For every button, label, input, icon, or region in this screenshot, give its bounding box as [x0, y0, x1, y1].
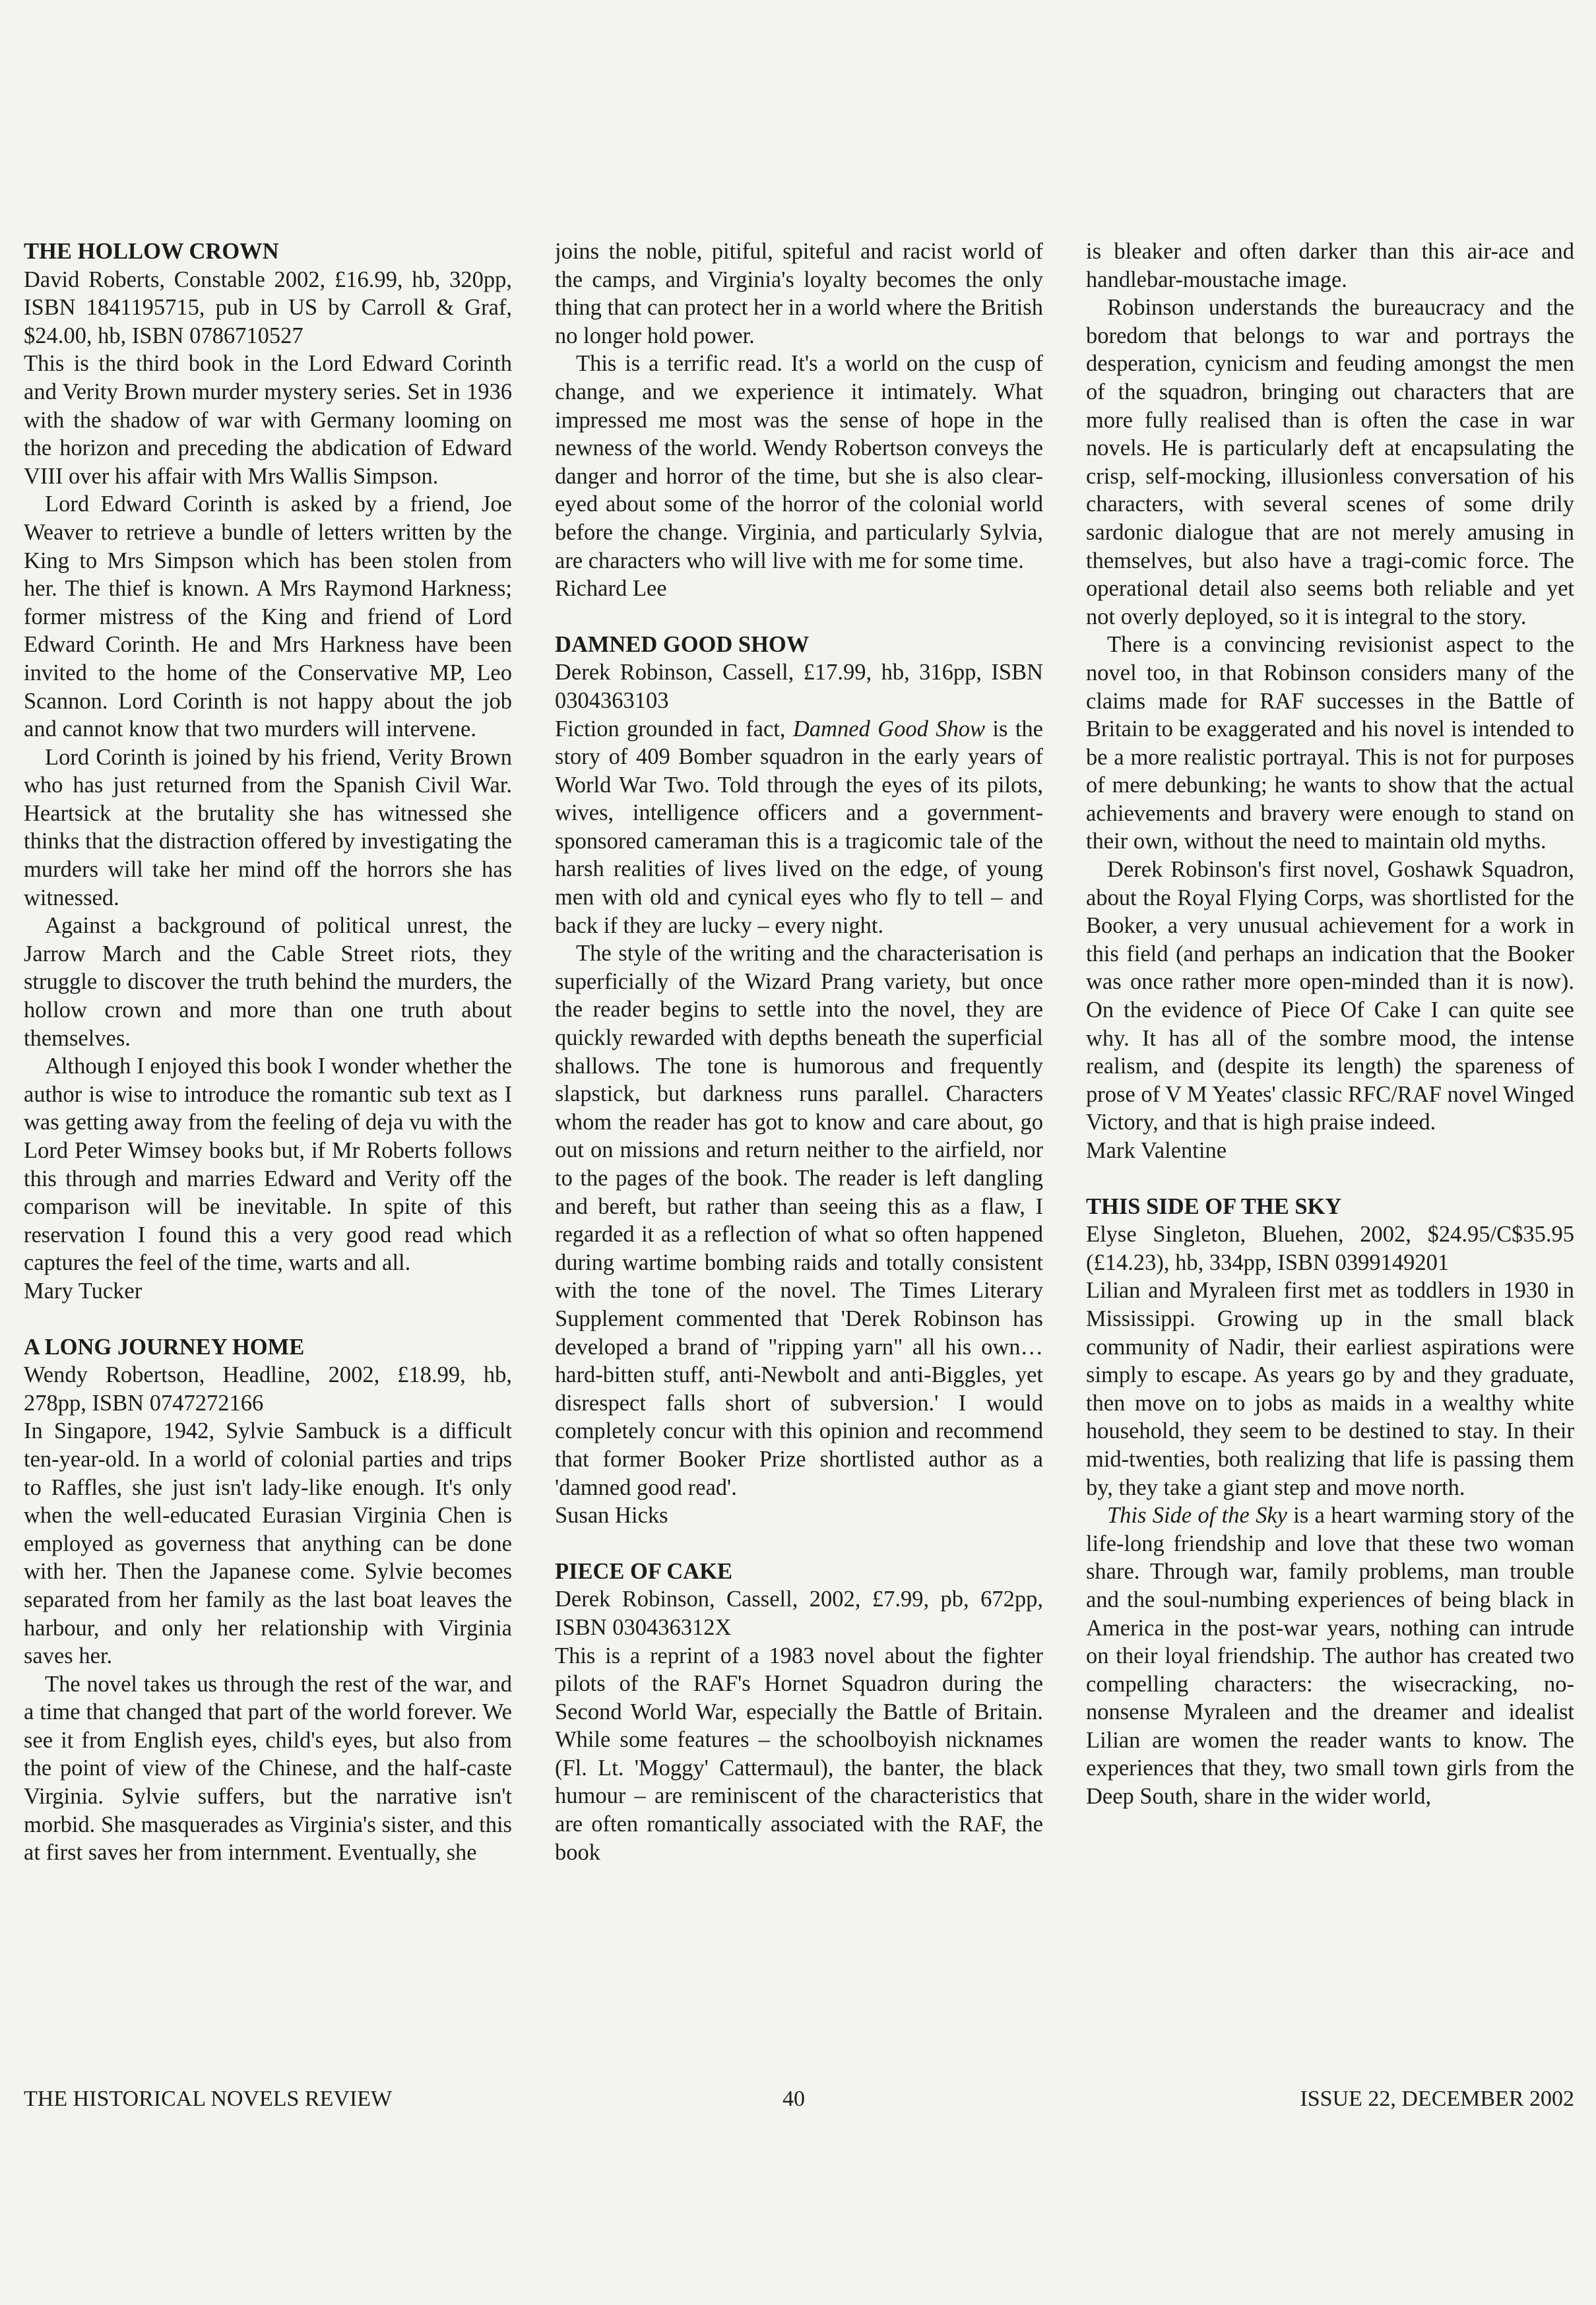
- review-paragraph: [1086, 1501, 1574, 1811]
- reviewer-name: Mark Valentine: [1086, 1138, 1227, 1163]
- review-paragraph: is bleaker and often darker than this air-ace and handlebar-moustache image.: [1086, 239, 1574, 292]
- review-paragraph: The novel takes us through the rest of the war, and a time that changed that part of the world forever. We see it from English eyes, child's eyes, but also from the point of view of the Chinese, and the half-caste Virginia. Sylvie suffers, but the narrative isn't morbid. She masquerades as Virginia's sister, and this at first saves her from internment. Eventually, she: [24, 1671, 512, 1866]
- review-paragraph: In Singapore, 1942, Sylvie Sambuck is a difficult ten-year-old. In a world of colonial parties and trips to Raffles, she just isn't lady-like enough. It's only when the well-educated Eurasian Virginia Chen is employed as governess that anything can be done with her. Then the Japanese come. Sylvie becomes separated from her family as the last boat leaves the harbour, and only her relationship with Virginia saves her.: [24, 1418, 512, 1669]
- review-paragraph: Derek Robinson's first novel, Goshawk Squadron, about the Royal Flying Corps, was shortlisted for the Booker, a very unusual achievement for a work in this field (and perhaps an indication that the Booker was once rather more open-minded than it is now). On the evidence of Piece Of Cake I can quite see why. It has all of the sombre mood, the intense realism, and (despite its length) the spareness of prose of V M Yeates' classic RFC/RAF novel Winged Victory, and that is high praise indeed.: [1086, 857, 1574, 1135]
- reviewer-name: Susan Hicks: [555, 1503, 668, 1529]
- text-run: is a heart warming story of the life-long friendship and love that these two woman share. Through war, family problems, man trouble and the soul-numbing experiences of being black in America in the post-war years, nothing can intrude on their loyal friendship. The author has created two compelling characters: the wisecracking, no-nonsense Myraleen and the dreamer and idealist Lilian are women the reader wants to know. The experiences that they, two small town girls from the Deep South, share in the wider world,: [1086, 1503, 1574, 1810]
- review-paragraph: Lord Corinth is joined by his friend, Verity Brown who has just returned from the Spanish Civil War. Heartsick at the brutality she has witnessed she thinks that the distraction offered by investigating the murders will take her mind off the horrors she has witnessed.: [24, 744, 512, 910]
- review-paragraph: This is the third book in the Lord Edward Corinth and Verity Brown murder mystery series. Set in 1936 with the shadow of war with Germany looming on the horizon and preceding the abdication of Edward VIII over his affair with Mrs Wallis Simpson.: [24, 351, 512, 489]
- text-run: is the story of 409 Bomber squadron in the early years of World War Two. Told through the eyes of its pilots, wives, intelligence officers and a government-sponsored cameraman this is a tragicomic tale of the harsh realities of lives lived on the edge, of young men with old and cynical eyes who fly to tell – and back if they are lucky – every night.: [555, 716, 1043, 938]
- review-paragraph: Lord Edward Corinth is asked by a friend, Joe Weaver to retrieve a bundle of letters written by the King to Mrs Simpson which has been stolen from her. The thief is known. A Mrs Raymond Harkness; former mistress of the King and friend of Lord Edward Corinth. He and Mrs Harkness have been invited to the home of the Conservative MP, Leo Scannon. Lord Corinth is not happy about the job and cannot know that two murders will intervene.: [24, 491, 512, 742]
- review-paragraph: This is a reprint of a 1983 novel about the fighter pilots of the RAF's Hornet Squadron during the Second World War, especially the Battle of Britain. While some features – the schoolboyish nicknames (Fl. Lt. 'Moggy' Cattermaul), the banter, the black humour – are reminiscent of the characteristics that are often romantically associated with the RAF, the book: [555, 1643, 1043, 1865]
- review-paragraph: [555, 715, 1043, 940]
- page-footer: [24, 2083, 1574, 2116]
- article-columns: [24, 237, 1574, 2071]
- review-meta: Wendy Robertson, Headline, 2002, £18.99, hb, 278pp, ISBN 0747272166: [24, 1362, 512, 1416]
- review-paragraph: This is a terrific read. It's a world on the cusp of change, and we experience it intimately. What impressed me most was the sense of hope in the newness of the world. Wendy Robertson conveys the danger and horror of the time, but she is also clear-eyed about some of the horror of the colonial world before the change. Virginia, and particularly Sylvia, are characters who will live with me for some time.: [555, 351, 1043, 573]
- review-paragraph: joins the noble, pitiful, spiteful and racist world of the camps, and Virginia's loyalty becomes the only thing that can protect her in a world where the British no longer hold power.: [555, 239, 1043, 348]
- page-number: 40: [782, 2087, 805, 2111]
- review-title: PIECE OF CAKE: [555, 1558, 732, 1584]
- book-title-italic: Damned Good Show: [792, 716, 985, 742]
- review-paragraph: Against a background of political unrest, the Jarrow March and the Cable Street riots, they struggle to discover the truth behind the murders, the hollow crown and more than one truth about themselves.: [24, 913, 512, 1051]
- review-title: THIS SIDE OF THE SKY: [1086, 1193, 1342, 1219]
- review-paragraph: Lilian and Myraleen first met as toddlers in 1930 in Mississippi. Growing up in the small black community of Nadir, their earliest aspirations were simply to escape. As years go by and they graduate, then move on to jobs as maids in a wealthy white household, they seem to be destined to stay. In their mid-twenties, both realizing that life is passing them by, they take a giant step and move north.: [1086, 1278, 1574, 1500]
- text-run: Fiction grounded in fact,: [555, 716, 793, 742]
- review-title: THE HOLLOW CROWN: [24, 239, 279, 264]
- review-meta: Derek Robinson, Cassell, 2002, £7.99, pb, 672pp, ISBN 030436312X: [555, 1587, 1043, 1640]
- column-3: [1086, 237, 1574, 2071]
- column-1: [24, 237, 512, 2071]
- review-paragraph: Although I enjoyed this book I wonder whether the author is wise to introduce the romantic sub text as I was getting away from the feeling of deja vu with the Lord Peter Wimsey books but, if Mr Roberts follows this through and marries Edward and Verity off the comparison will be inevitable. In spite of this reservation I found this a very good read which captures the feel of the time, warts and all.: [24, 1054, 512, 1276]
- book-title-italic: This Side of the Sky: [1107, 1503, 1287, 1529]
- review-meta: David Roberts, Constable 2002, £16.99, hb, 320pp, ISBN 1841195715, pub in US by Carroll & Graf, $24.00, hb, ISBN 0786710527: [24, 267, 512, 348]
- review-title: DAMNED GOOD SHOW: [555, 631, 810, 657]
- review-meta: Derek Robinson, Cassell, £17.99, hb, 316pp, ISBN 0304363103: [555, 660, 1043, 713]
- reviewer-name: Mary Tucker: [24, 1278, 143, 1304]
- review-title: A LONG JOURNEY HOME: [24, 1334, 305, 1360]
- issue-info: ISSUE 22, DECEMBER 2002: [1300, 2087, 1574, 2111]
- review-paragraph: Robinson understands the bureaucracy and the boredom that belongs to war and portrays the desperation, cynicism and feuding amongst the men of the squadron, bringing out characters that are more fully realised than is often the case in war novels. He is particularly deft at encapsulating the crisp, self-mocking, illusionless conversation of his characters, with several scenes of some drily sardonic dialogue that are not merely amusing in themselves, but also have a tragi-comic force. The operational detail also seems both reliable and yet not overly deployed, so it is integral to the story.: [1086, 295, 1574, 629]
- review-paragraph: There is a convincing revisionist aspect to the novel too, in that Robinson considers many of the claims made for RAF successes in the Battle of Britain to be exaggerated and his novel is intended to be a more realistic portrayal. This is not for purposes of mere debunking; he wants to show that the actual achievements and bravery were enough to stand on their own, without the need to maintain old myths.: [1086, 632, 1574, 854]
- column-2: [555, 237, 1043, 2071]
- publication-name: THE HISTORICAL NOVELS REVIEW: [24, 2087, 393, 2111]
- reviewer-name: Richard Lee: [555, 576, 667, 602]
- review-meta: Elyse Singleton, Bluehen, 2002, $24.95/C$35.95 (£14.23), hb, 334pp, ISBN 0399149201: [1086, 1222, 1574, 1275]
- review-paragraph: The style of the writing and the characterisation is superficially of the Wizard Prang variety, but once the reader begins to settle into the novel, they are quickly rewarded with depths beneath the superficial shallows. The tone is humorous and frequently slapstick, but darkness runs parallel. Characters whom the reader has got to know and care about, go out on missions and return neither to the airfield, nor to the pages of the book. The reader is left dangling and bereft, but rather than seeing this as a flaw, I regarded it as a reflection of what so often happened during wartime bombing raids and totally consistent with the tone of the novel. The Times Literary Supplement commented that 'Derek Robinson has developed a brand of "ripping yarn" all his own…hard-bitten stuff, anti-Newbolt and anti-Biggles, yet disrespect falls short of subversion.' I would completely concur with this opinion and recommend that former Booker Prize shortlisted author as a 'damned good read'.: [555, 941, 1043, 1500]
